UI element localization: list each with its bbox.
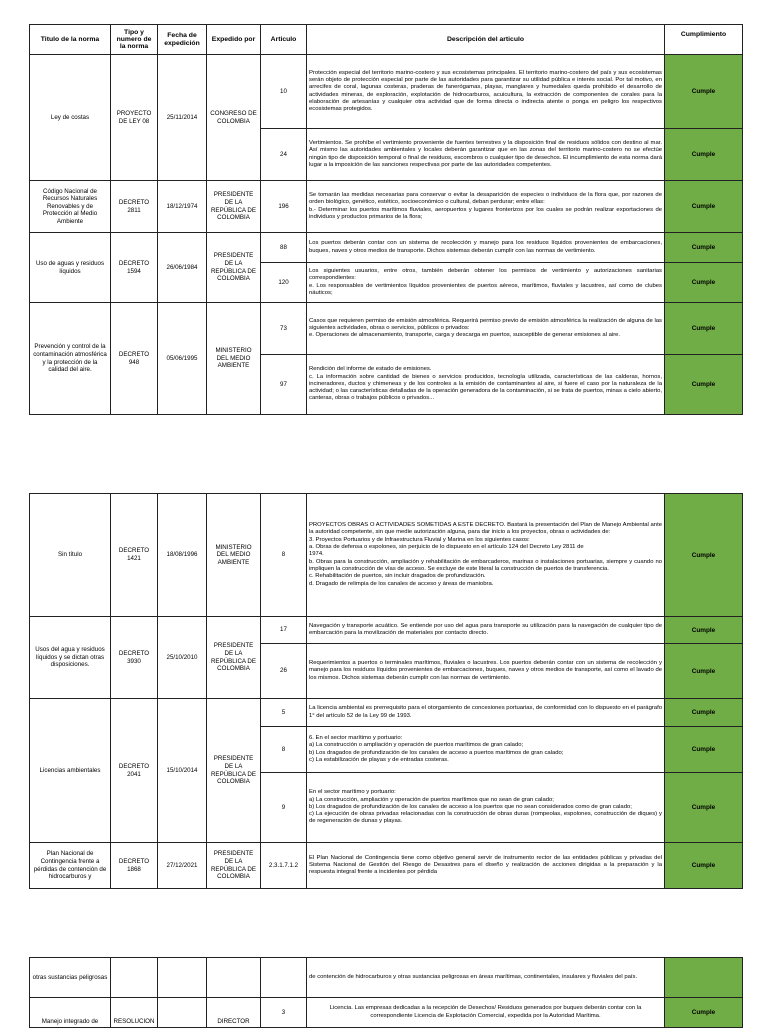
article-number: 26 [261,644,307,699]
header-descripcion: Descripción del articulo [307,25,665,55]
table-row [30,699,743,727]
legal-requirements-table-1 [29,24,743,415]
table-row [30,958,743,998]
norma-date: 25/10/2010 [158,617,207,699]
article-description: Navegación y transporte acuático. Se entiende por uso del agua para transporte su utilización para la navegación de cualquier tipo de embarcación para la movilización de materiales por contacto directo. [307,617,665,644]
article-number: 73 [261,303,307,355]
norma-title: Manejo integrado de [30,998,111,1028]
norma-title: Plan Nacional de Contingencia frente a pérdidas de contención de hidrocarburos y [30,843,111,889]
table-row [30,843,743,889]
article-number: 8 [261,727,307,773]
norma-type: DECRETO 1594 [111,233,158,303]
compliance-status: Cumple [665,181,743,233]
norma-issuer: MINISTERIO DEL MEDIO AMBIENTE [207,303,261,415]
compliance-status: Cumple [665,129,743,181]
norma-title: Licencias ambientales [30,699,111,843]
empty-cell [158,998,207,1028]
compliance-status-blank [665,958,743,998]
empty-cell [158,958,207,998]
compliance-status: Cumple [665,843,743,889]
article-description: Protección especial del territorio marino-costero y sus ecosistemas principales. El territorio marino-costero del país y sus ecosistemas serán objeto de protección especial por parte de las autoridades para garantizar su utilidad pública e interés social. Por tal motivo, en arrecifes de coral, lagunas costeras, praderas de fanerógamas, playas, manglares y humedales queda prohibido el desarrollo de actividades mineras, de exploración, explotación de hidrocarburos, acuicultura, la extracción de componentes de corales para la elaboración de artesanías y cualquier otra actividad que de forma directa o indirecta atente o ponga en peligro los respectivos ecosistemas protegidos. [307,55,665,129]
header-expedido: Expedido por [207,25,261,55]
norma-title: Uso de aguas y residuos líquidos [30,233,111,303]
article-description: 6. En el sector marítimo y portuario: a) La construcción o ampliación y operación de puertos marítimos de gran calado; b) Los dragados de profundización de los canales de acceso a puertos marítimos de gran calado; c) La estabilización de playas y de entradas costeras. [307,727,665,773]
norma-type: DECRETO 1421 [111,494,158,617]
norma-title: Sin título [30,494,111,617]
article-description: El Plan Nacional de Contingencia tiene como objetivo general servir de instrumento rector de las entidades públicas y privadas del Sistema Nacional de Gestión del Riesgo de Desastres para el diseño y realización de acciones dirigidas a la preparación y la respuesta integral frente a incidentes por pérdida [307,843,665,889]
norma-title: Prevención y control de la contaminación atmosférica y la protección de la calidad del aire. [30,303,111,415]
norma-issuer: PRESIDENTE DE LA REPÚBLICA DE COLOMBIA [207,181,261,233]
norma-issuer: PRESIDENTE DE LA REPÚBLICA DE COLOMBIA [207,699,261,843]
compliance-status: Cumple [665,699,743,727]
table-row [30,494,743,617]
empty-cell [111,958,158,998]
article-description: Casos que requieren permiso de emisión atmosférica. Requerirá permiso previo de emisión atmosférica la realización de alguna de las siguientes actividades, obras o servicios, públicos o privados: e. Operaciones de almacenamiento, transporte, carga y descarga en puertos, susceptible de generar emisiones al aire. [307,303,665,355]
norma-title: Usos del agua y residuos líquidos y se dictan otras disposiciones. [30,617,111,699]
norma-title: otras sustancias peligrosas [30,958,111,998]
article-description: Requerimientos a puertos o terminales marítimos, fluviales o lacustres. Los puertos deberán contar con un sistema de recolección y manejo para los residuos líquidos provenientes de embarcaciones, buques, naves y otros medios de transporte, así como el lavado de los mismos. Dichos sistemas deberán cumplir con las normas de vertimiento. [307,644,665,699]
norma-type: DECRETO 2811 [111,181,158,233]
empty-cell [207,958,261,998]
header-fecha: Fecha de expedición [158,25,207,55]
article-description: Se tomarán las medidas necesarias para conservar o evitar la desaparición de especies o individuos de la flora que, por razones de orden biológico, genético, estético, socioeconómico o cultural, deban perdurar; entre ellas: b.- Determinar los puertos marítimos fluviales, aeropuertos y lugares fronterizos por los cuales se podrán realizar exportaciones de individuos y productos primarios de la flora; [307,181,665,233]
norma-title: Ley de costas [30,55,111,181]
norma-date: 15/10/2014 [158,699,207,843]
article-description: Rendición del informe de estado de emisiones. c. La información sobre cantidad de bienes o servicios producidos, tecnología utilizada, características de las calderas, hornos, incineradores, ductos y chimeneas y de los controles a la emisión de contaminantes al aire, si fuere el caso por la naturaleza de la actividad; o las características detalladas de la operación generadora de la contaminación, si se trata de puertos, minas a cielo abierto, canteras, obras o trabajos públicos o privados... [307,355,665,415]
article-number: 120 [261,263,307,303]
article-number: 88 [261,233,307,263]
header-tipo: Tipo y numero de la norma [111,25,158,55]
norma-issuer: PRESIDENTE DE LA REPÚBLICA DE COLOMBIA [207,617,261,699]
table-row [30,181,743,233]
compliance-status: Cumple [665,727,743,773]
norma-type: DECRETO 948 [111,303,158,415]
norma-issuer: MINISTERIO DEL MEDIO AMBIENTE [207,494,261,617]
legal-requirements-table-2 [29,493,743,889]
article-number: 8 [261,494,307,617]
compliance-status: Cumple [665,494,743,617]
compliance-status: Cumple [665,263,743,303]
article-number: 17 [261,617,307,644]
compliance-status: Cumple [665,998,743,1028]
norma-type: RESOLUCION [111,998,158,1028]
compliance-status: Cumple [665,303,743,355]
compliance-status: Cumple [665,233,743,263]
article-number: 2.3.1.7.1.2 [261,843,307,889]
norma-date: 18/12/1974 [158,181,207,233]
norma-type: DECRETO 1868 [111,843,158,889]
norma-date: 25/11/2014 [158,55,207,181]
table-row [30,303,743,355]
article-number: 24 [261,129,307,181]
norma-issuer: DIRECTOR [207,998,261,1028]
header-titulo: Titulo de la norma [30,25,111,55]
table-row [30,55,743,129]
article-number: 5 [261,699,307,727]
article-number: 9 [261,773,307,843]
article-description: Vertimientos. Se prohíbe el vertimiento proveniente de fuentes terrestres y la disposición final de residuos sólidos con destino al mar. Así mismo las autoridades ambientales y locales deberán garantizar que en las zonas del territorio marino-costero no se efectúe ningún tipo de disposición temporal o final de residuos, escombros o cualquier tipo de desechos. El incumplimiento de esta norma dará lugar a la imposición de las sanciones respectivas por parte de las autoridades competentes. [307,129,665,181]
norma-issuer: PRESIDENTE DE LA REPÚBLICA DE COLOMBIA [207,843,261,889]
norma-type: PROYECTO DE LEY 08 [111,55,158,181]
article-description: Los puertos deberán contar con un sistema de recolección y manejo para los residuos líquidos provenientes de embarcaciones, buques, naves y otros medios de transporte. Dichos sistemas deberán cumplir con las normas de vertimiento. [307,233,665,263]
article-number: 10 [261,55,307,129]
norma-type: DECRETO 3930 [111,617,158,699]
compliance-status: Cumple [665,55,743,129]
norma-issuer: PRESIDENTE DE LA REPÚBLICA DE COLOMBIA [207,233,261,303]
article-description: de contención de hidrocarburos y otras sustancias peligrosas en áreas marítimas, continentales, insulares y fluviales del país. [307,958,665,998]
compliance-status: Cumple [665,644,743,699]
article-description: Licencia. Las empresas dedicadas a la recepción de Desechos/ Residuos generados por buques deberán contar con la correspondiente Licencia de Explotación Comercial, expedida por la Autoridad Marítima. [307,998,665,1028]
norma-issuer: CONGRESO DE COLOMBIA [207,55,261,181]
article-description: La licencia ambiental es prerrequisito para el otorgamiento de concesiones portuarias, de conformidad con lo dispuesto en el parágrafo 1° del artículo 52 de la Ley 99 de 1993. [307,699,665,727]
table-row [30,617,743,644]
table-row [30,998,743,1028]
article-number: 3 [261,998,307,1028]
article-number: 97 [261,355,307,415]
norma-date: 27/12/2021 [158,843,207,889]
header-cumplimiento: Cumplimiento [665,25,743,55]
article-description: Los siguientes usuarios, entre otros, también deberán obtener los permisos de vertimiento y autorizaciones sanitarias correspondientes: e. Los responsables de vertimientos líquidos provenientes de puertos aéreos, marítimos, fluviales y lacustres, así como de clubes náuticos; [307,263,665,303]
compliance-status: Cumple [665,617,743,644]
legal-requirements-table-3 [29,957,743,1028]
norma-date: 18/08/1996 [158,494,207,617]
table-row [30,233,743,263]
norma-title: Código Nacional de Recursos Naturales Renovables y de Protección al Medio Ambiente [30,181,111,233]
norma-type: DECRETO 2041 [111,699,158,843]
compliance-status: Cumple [665,355,743,415]
norma-date: 05/06/1995 [158,303,207,415]
article-number: 196 [261,181,307,233]
header-articulo: Articulo [261,25,307,55]
norma-date: 26/06/1984 [158,233,207,303]
article-description: En el sector marítimo y portuario: a) La construcción, ampliación y operación de puertos marítimos que no sean de gran calado; b) Los dragados de profundización de los canales de acceso a los puertos que no sean considerados como de gran calado; c) La ejecución de obras privadas relacionadas con la construcción de obras duras (rompeolas, espolones, construcción de diques) y de regeneración de dunas y playas. [307,773,665,843]
article-description: PROYECTOS OBRAS O ACTIVIDADES SOMETIDAS A ESTE DECRETO. Bastará la presentación del Plan de Manejo Ambiental ante la autoridad competente, sin que medie autorización alguna, para dar inicio a los proyectos, obras o actividades de: 3. Proyectos Portuarios y de Infraestructura Fluvial y Marina en los siguientes casos: a. Obras de defensa o espolones, sin perjuicio de lo dispuesto en el artículo 124 del Decreto Ley 2811 de 1974. b. Obras para la construcción, ampliación y rehabilitación de embarcaderos, marinas o instalaciones portuarias, siempre y cuando no impliquen la construcción de vías de acceso. Se excluye de este literal la construcción de puertos de transferencia. c. Rehabilitación de puertos, sin incluir dragados de profundización. d. Dragado de relimpia de los canales de acceso y áreas de maniobra. [307,494,665,617]
empty-cell [261,958,307,998]
compliance-status: Cumple [665,773,743,843]
